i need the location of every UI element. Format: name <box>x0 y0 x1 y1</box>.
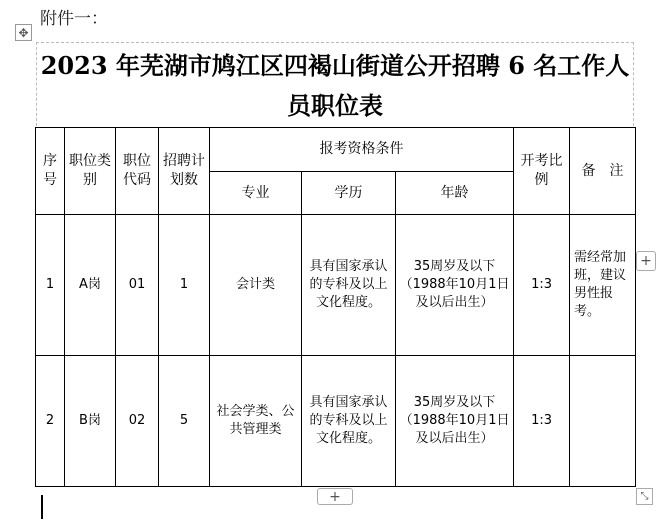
cell-seq[interactable]: 2 <box>36 356 65 487</box>
cell-code[interactable]: 02 <box>116 356 159 487</box>
header-plan[interactable]: 招聘计划数 <box>159 128 210 215</box>
table-resize-icon[interactable]: ⤡ <box>636 488 653 505</box>
cell-major[interactable]: 会计类 <box>210 215 302 356</box>
header-education[interactable]: 学历 <box>302 172 396 215</box>
header-seq[interactable]: 序号 <box>36 128 65 215</box>
cell-major[interactable]: 社会学类、公共管理类 <box>210 356 302 487</box>
table-move-handle-icon[interactable]: ✥ <box>15 24 32 41</box>
cell-plan[interactable]: 1 <box>159 215 210 356</box>
header-ratio[interactable]: 开考比例 <box>514 128 570 215</box>
cell-note[interactable] <box>570 356 636 487</box>
job-table <box>35 127 636 487</box>
table-row <box>36 215 636 356</box>
cell-plan[interactable]: 5 <box>159 356 210 487</box>
table-row <box>36 356 636 487</box>
cell-age[interactable]: 35周岁及以下（1988年10月1日及以后出生） <box>396 356 514 487</box>
header-major[interactable]: 专业 <box>210 172 302 215</box>
cell-note[interactable]: 需经常加班，建议男性报考。 <box>570 215 636 356</box>
cell-code[interactable]: 01 <box>116 215 159 356</box>
add-row-plus-icon[interactable]: + <box>317 488 353 505</box>
cell-ratio[interactable]: 1:3 <box>514 356 570 487</box>
header-qualifications[interactable]: 报考资格条件 <box>210 128 514 172</box>
text-cursor <box>41 495 43 519</box>
header-category[interactable]: 职位类别 <box>65 128 116 215</box>
attachment-label: 附件一： <box>40 9 108 29</box>
document-title: 2023 年芜湖市鸠江区四褐山街道公开招聘 6 名工作人员职位表 <box>40 51 630 120</box>
cell-education[interactable]: 具有国家承认的专科及以上文化程度。 <box>302 356 396 487</box>
header-code[interactable]: 职位代码 <box>116 128 159 215</box>
cell-ratio[interactable]: 1:3 <box>514 215 570 356</box>
cell-category[interactable]: B岗 <box>65 356 116 487</box>
cell-age[interactable]: 35周岁及以下（1988年10月1日及以后出生） <box>396 215 514 356</box>
header-note[interactable]: 备 注 <box>570 128 636 215</box>
cell-education[interactable]: 具有国家承认的专科及以上文化程度。 <box>302 215 396 356</box>
add-column-plus-icon[interactable]: + <box>636 251 656 271</box>
cell-category[interactable]: A岗 <box>65 215 116 356</box>
cell-seq[interactable]: 1 <box>36 215 65 356</box>
header-age[interactable]: 年龄 <box>396 172 514 215</box>
